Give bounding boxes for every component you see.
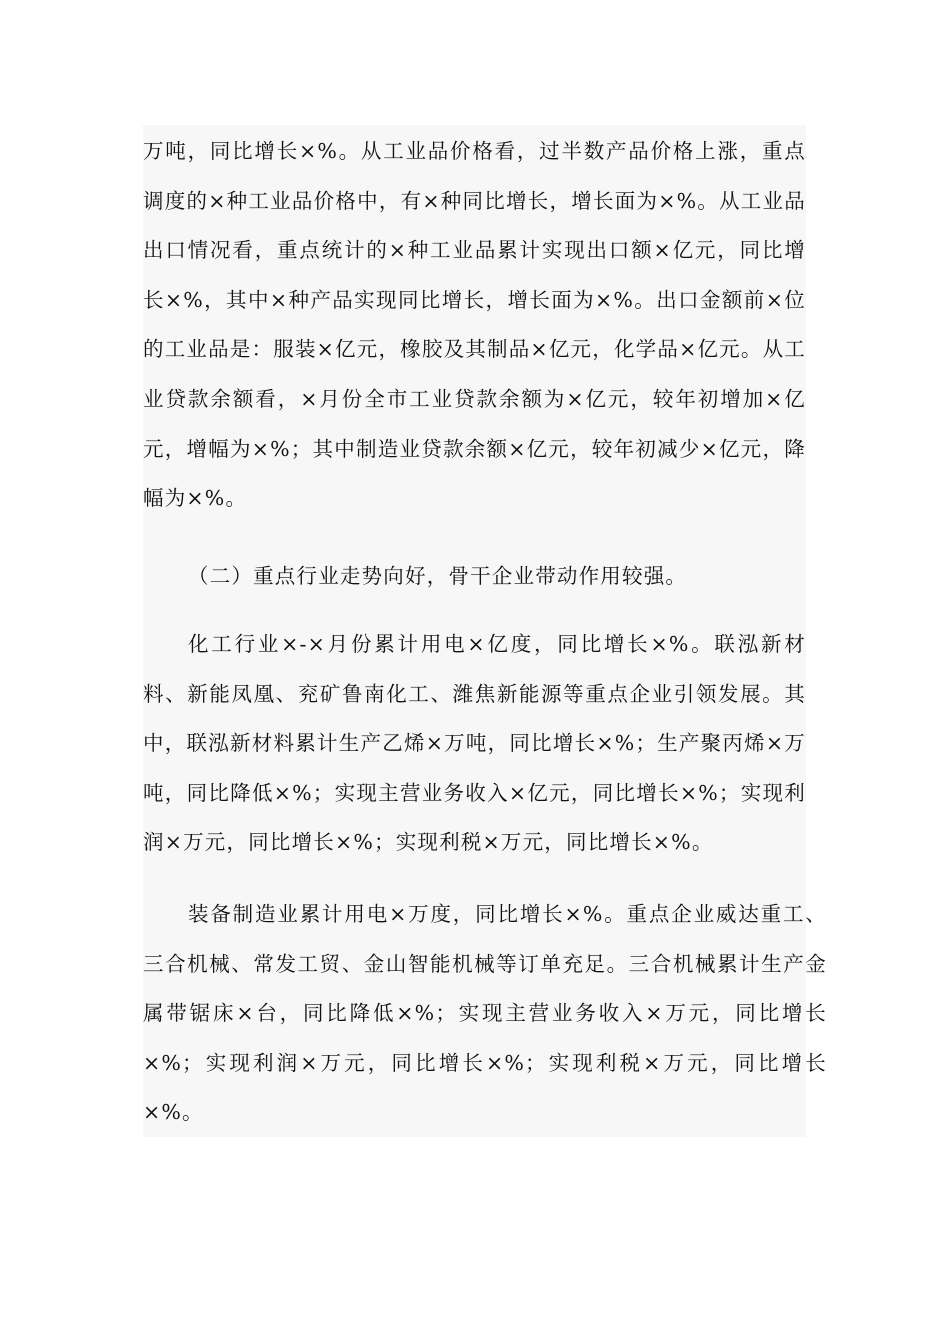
paragraph-chemical-industry: 化工行业×-×月份累计用电×亿度，同比增长×%。联泓新材料、新能凤凰、兖矿鲁南化工、潍焦新能源等重点企业引领发展。其中，联泓新材料累计生产乙烯×万吨，同比增长×%；生产聚丙烯×万吨，同比降低×%；实现主营业务收入×亿元，同比增长×%；实现利润×万元，同比增长×%；实现利税×万元，同比增长×%。 — [143, 632, 806, 855]
section-heading-key-industries: （二）重点行业走势向好，骨干企业带动作用较强。 — [188, 564, 688, 588]
document-body — [143, 125, 827, 1137]
paragraph-equipment-manufacturing: 装备制造业累计用电×万度，同比增长×%。重点企业威达重工、三合机械、常发工贸、金山智能机械等订单充足。三合机械累计生产金属带锯床×台，同比降低×%；实现主营业务收入×万元，同比增长×%；实现利润×万元，同比增长×%；实现利税×万元，同比增长×%。 — [143, 902, 827, 1125]
paragraph-industrial-indicators: 万吨，同比增长×%。从工业品价格看，过半数产品价格上涨，重点调度的×种工业品价格中，有×种同比增长，增长面为×%。从工业品出口情况看，重点统计的×种工业品累计实现出口额×亿元，同比增长×%，其中×种产品实现同比增长，增长面为×%。出口金额前×位的工业品是：服装×亿元，橡胶及其制品×亿元，化学品×亿元。从工业贷款余额看，×月份全市工业贷款余额为×亿元，较年初增加×亿元，增幅为×%；其中制造业贷款余额×亿元，较年初减少×亿元，降幅为×%。 — [143, 139, 806, 511]
